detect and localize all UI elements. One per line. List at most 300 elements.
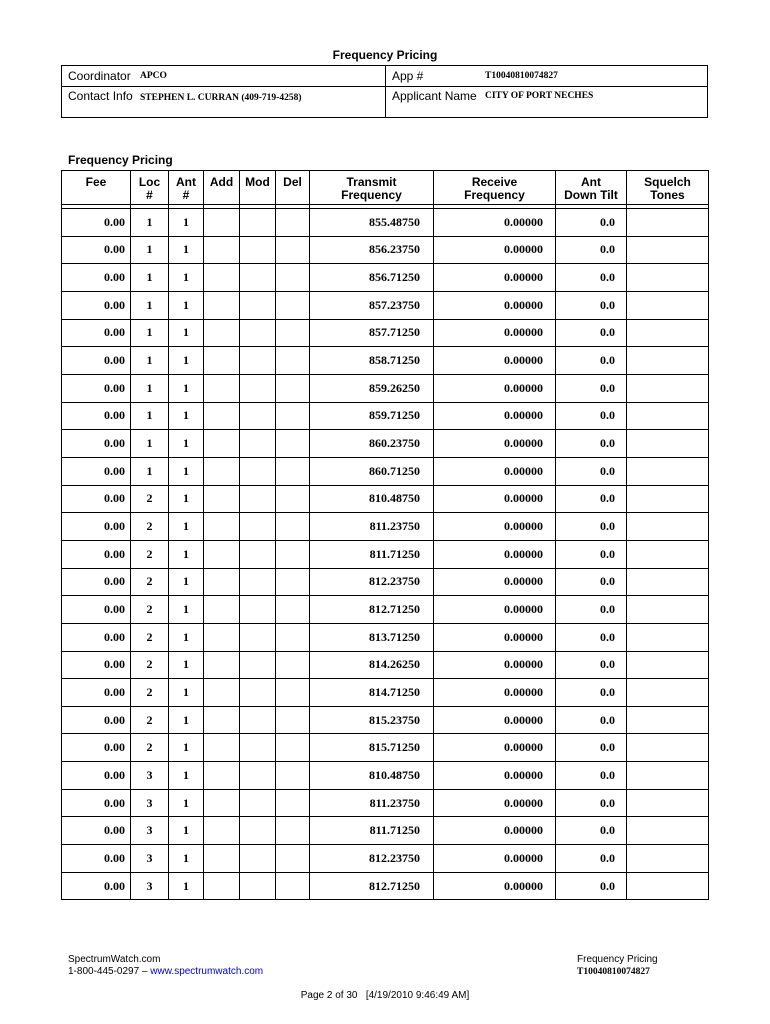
header-receive-frequency: Receive Frequency: [434, 171, 556, 205]
loc-cell: 3: [131, 872, 169, 900]
receive-frequency-cell: 0.00000: [434, 485, 556, 513]
receive-frequency-cell: 0.00000: [434, 402, 556, 430]
loc-cell: 1: [131, 457, 169, 485]
ant-down-tilt-cell: 0.0: [556, 596, 627, 624]
table-row: [62, 291, 709, 319]
loc-cell: 2: [131, 568, 169, 596]
mod-cell: [240, 623, 276, 651]
ant-down-tilt-cell: 0.0: [556, 762, 627, 790]
del-cell: [276, 706, 310, 734]
del-cell: [276, 457, 310, 485]
ant-cell: 1: [169, 347, 204, 375]
transmit-frequency-cell: 860.71250: [310, 457, 434, 485]
ant-down-tilt-cell: 0.0: [556, 374, 627, 402]
add-cell: [204, 540, 240, 568]
contact-info-value: STEPHEN L. CURRAN (409-719-4258): [140, 93, 302, 103]
fee-cell: 0.00: [62, 596, 131, 624]
fee-cell: 0.00: [62, 513, 131, 541]
ant-cell: 1: [169, 374, 204, 402]
mod-cell: [240, 596, 276, 624]
mod-cell: [240, 679, 276, 707]
fee-cell: 0.00: [62, 291, 131, 319]
fee-cell: 0.00: [62, 872, 131, 900]
fee-cell: 0.00: [62, 845, 131, 873]
ant-down-tilt-cell: 0.0: [556, 457, 627, 485]
receive-frequency-cell: 0.00000: [434, 789, 556, 817]
del-cell: [276, 319, 310, 347]
ant-down-tilt-cell: 0.0: [556, 319, 627, 347]
ant-down-tilt-cell: 0.0: [556, 789, 627, 817]
squelch-tones-cell: [627, 596, 709, 624]
mod-cell: [240, 236, 276, 264]
loc-cell: 2: [131, 596, 169, 624]
add-cell: [204, 568, 240, 596]
del-cell: [276, 291, 310, 319]
ant-down-tilt-cell: 0.0: [556, 679, 627, 707]
fee-cell: 0.00: [62, 817, 131, 845]
squelch-tones-cell: [627, 651, 709, 679]
mod-cell: [240, 430, 276, 458]
loc-cell: 1: [131, 236, 169, 264]
receive-frequency-cell: 0.00000: [434, 596, 556, 624]
mod-cell: [240, 817, 276, 845]
loc-cell: 3: [131, 789, 169, 817]
table-row: [62, 789, 709, 817]
add-cell: [204, 374, 240, 402]
receive-frequency-cell: 0.00000: [434, 264, 556, 292]
squelch-tones-cell: [627, 236, 709, 264]
fee-cell: 0.00: [62, 402, 131, 430]
mod-cell: [240, 209, 276, 237]
ant-cell: 1: [169, 651, 204, 679]
add-cell: [204, 706, 240, 734]
receive-frequency-cell: 0.00000: [434, 457, 556, 485]
transmit-frequency-cell: 814.26250: [310, 651, 434, 679]
transmit-frequency-cell: 860.23750: [310, 430, 434, 458]
del-cell: [276, 789, 310, 817]
squelch-tones-cell: [627, 679, 709, 707]
del-cell: [276, 623, 310, 651]
ant-down-tilt-cell: 0.0: [556, 209, 627, 237]
loc-cell: 2: [131, 651, 169, 679]
receive-frequency-cell: 0.00000: [434, 513, 556, 541]
header-loc: Loc #: [131, 171, 169, 205]
mod-cell: [240, 485, 276, 513]
ant-down-tilt-cell: 0.0: [556, 706, 627, 734]
mod-cell: [240, 789, 276, 817]
transmit-frequency-cell: 857.71250: [310, 319, 434, 347]
mod-cell: [240, 762, 276, 790]
transmit-frequency-cell: 812.71250: [310, 596, 434, 624]
transmit-frequency-cell: 856.23750: [310, 236, 434, 264]
table-row: [62, 762, 709, 790]
table-row: [62, 236, 709, 264]
loc-cell: 1: [131, 264, 169, 292]
add-cell: [204, 236, 240, 264]
ant-cell: 1: [169, 734, 204, 762]
fee-cell: 0.00: [62, 347, 131, 375]
loc-cell: 2: [131, 679, 169, 707]
del-cell: [276, 430, 310, 458]
squelch-tones-cell: [627, 540, 709, 568]
add-cell: [204, 402, 240, 430]
squelch-tones-cell: [627, 762, 709, 790]
ant-cell: 1: [169, 762, 204, 790]
mod-cell: [240, 651, 276, 679]
del-cell: [276, 596, 310, 624]
ant-down-tilt-cell: 0.0: [556, 430, 627, 458]
ant-down-tilt-cell: 0.0: [556, 291, 627, 319]
table-row: [62, 679, 709, 707]
mod-cell: [240, 706, 276, 734]
loc-cell: 1: [131, 319, 169, 347]
transmit-frequency-cell: 859.26250: [310, 374, 434, 402]
table-row: [62, 374, 709, 402]
table-row: [62, 623, 709, 651]
fee-cell: 0.00: [62, 623, 131, 651]
table-row: [62, 706, 709, 734]
loc-cell: 3: [131, 762, 169, 790]
squelch-tones-cell: [627, 485, 709, 513]
squelch-tones-cell: [627, 817, 709, 845]
receive-frequency-cell: 0.00000: [434, 734, 556, 762]
ant-cell: 1: [169, 236, 204, 264]
del-cell: [276, 651, 310, 679]
loc-cell: 2: [131, 734, 169, 762]
mod-cell: [240, 264, 276, 292]
del-cell: [276, 209, 310, 237]
ant-cell: 1: [169, 706, 204, 734]
footer-contact: [68, 966, 263, 977]
header-add: Add: [204, 171, 240, 205]
table-row: [62, 651, 709, 679]
del-cell: [276, 402, 310, 430]
transmit-frequency-cell: 811.23750: [310, 789, 434, 817]
add-cell: [204, 347, 240, 375]
mod-cell: [240, 845, 276, 873]
del-cell: [276, 845, 310, 873]
receive-frequency-cell: 0.00000: [434, 236, 556, 264]
application-info-box: [61, 65, 708, 118]
fee-cell: 0.00: [62, 679, 131, 707]
loc-cell: 2: [131, 540, 169, 568]
header-fee: Fee: [62, 171, 131, 205]
info-box-horizontal-divider: [62, 86, 707, 87]
table-row: [62, 568, 709, 596]
fee-cell: 0.00: [62, 319, 131, 347]
del-cell: [276, 485, 310, 513]
add-cell: [204, 209, 240, 237]
app-number-value: T10040810074827: [485, 71, 558, 81]
footer-app-number: T10040810074827: [577, 967, 650, 977]
ant-cell: 1: [169, 845, 204, 873]
contact-info-label: Contact Info: [68, 89, 133, 103]
del-cell: [276, 568, 310, 596]
app-number-label: App #: [392, 69, 424, 83]
fee-cell: 0.00: [62, 651, 131, 679]
fee-cell: 0.00: [62, 264, 131, 292]
ant-down-tilt-cell: 0.0: [556, 623, 627, 651]
add-cell: [204, 596, 240, 624]
del-cell: [276, 513, 310, 541]
header-transmit-frequency: Transmit Frequency: [310, 171, 434, 205]
squelch-tones-cell: [627, 319, 709, 347]
ant-down-tilt-cell: 0.0: [556, 872, 627, 900]
add-cell: [204, 651, 240, 679]
ant-down-tilt-cell: 0.0: [556, 651, 627, 679]
ant-down-tilt-cell: 0.0: [556, 568, 627, 596]
transmit-frequency-cell: 810.48750: [310, 762, 434, 790]
transmit-frequency-cell: 812.71250: [310, 872, 434, 900]
add-cell: [204, 319, 240, 347]
footer-company: SpectrumWatch.com: [68, 954, 161, 965]
table-row: [62, 734, 709, 762]
mod-cell: [240, 568, 276, 596]
del-cell: [276, 264, 310, 292]
header-del: Del: [276, 171, 310, 205]
loc-cell: 1: [131, 291, 169, 319]
ant-down-tilt-cell: 0.0: [556, 485, 627, 513]
transmit-frequency-cell: 815.23750: [310, 706, 434, 734]
loc-cell: 2: [131, 623, 169, 651]
ant-cell: 1: [169, 430, 204, 458]
add-cell: [204, 762, 240, 790]
header-squelch-tones: Squelch Tones: [627, 171, 709, 205]
fee-cell: 0.00: [62, 540, 131, 568]
loc-cell: 1: [131, 402, 169, 430]
ant-cell: 1: [169, 568, 204, 596]
ant-cell: 1: [169, 485, 204, 513]
del-cell: [276, 679, 310, 707]
loc-cell: 1: [131, 374, 169, 402]
squelch-tones-cell: [627, 872, 709, 900]
table-row: [62, 485, 709, 513]
loc-cell: 2: [131, 706, 169, 734]
ant-cell: 1: [169, 623, 204, 651]
table-row: [62, 402, 709, 430]
mod-cell: [240, 513, 276, 541]
table-row: [62, 430, 709, 458]
add-cell: [204, 457, 240, 485]
table-row: [62, 209, 709, 237]
add-cell: [204, 513, 240, 541]
del-cell: [276, 347, 310, 375]
receive-frequency-cell: 0.00000: [434, 291, 556, 319]
add-cell: [204, 623, 240, 651]
add-cell: [204, 872, 240, 900]
mod-cell: [240, 374, 276, 402]
receive-frequency-cell: 0.00000: [434, 540, 556, 568]
frequency-pricing-table: [61, 170, 709, 900]
receive-frequency-cell: 0.00000: [434, 817, 556, 845]
squelch-tones-cell: [627, 789, 709, 817]
fee-cell: 0.00: [62, 706, 131, 734]
ant-cell: 1: [169, 319, 204, 347]
coordinator-value: APCO: [140, 71, 167, 81]
header-ant: Ant #: [169, 171, 204, 205]
fee-cell: 0.00: [62, 568, 131, 596]
transmit-frequency-cell: 811.23750: [310, 513, 434, 541]
add-cell: [204, 679, 240, 707]
applicant-name-label: Applicant Name: [392, 89, 477, 103]
table-header-row: [62, 171, 709, 205]
fee-cell: 0.00: [62, 209, 131, 237]
mod-cell: [240, 291, 276, 319]
transmit-frequency-cell: 813.71250: [310, 623, 434, 651]
loc-cell: 1: [131, 347, 169, 375]
ant-down-tilt-cell: 0.0: [556, 513, 627, 541]
squelch-tones-cell: [627, 623, 709, 651]
ant-down-tilt-cell: 0.0: [556, 402, 627, 430]
add-cell: [204, 485, 240, 513]
table-row: [62, 347, 709, 375]
ant-cell: 1: [169, 513, 204, 541]
receive-frequency-cell: 0.00000: [434, 623, 556, 651]
squelch-tones-cell: [627, 291, 709, 319]
receive-frequency-cell: 0.00000: [434, 706, 556, 734]
header-ant-down-tilt: Ant Down Tilt: [556, 171, 627, 205]
receive-frequency-cell: 0.00000: [434, 679, 556, 707]
fee-cell: 0.00: [62, 734, 131, 762]
ant-cell: 1: [169, 264, 204, 292]
transmit-frequency-cell: 856.71250: [310, 264, 434, 292]
del-cell: [276, 817, 310, 845]
transmit-frequency-cell: 859.71250: [310, 402, 434, 430]
ant-cell: 1: [169, 540, 204, 568]
squelch-tones-cell: [627, 430, 709, 458]
del-cell: [276, 540, 310, 568]
squelch-tones-cell: [627, 734, 709, 762]
footer-right-title: Frequency Pricing: [577, 954, 658, 965]
mod-cell: [240, 347, 276, 375]
header-mod: Mod: [240, 171, 276, 205]
ant-cell: 1: [169, 817, 204, 845]
receive-frequency-cell: 0.00000: [434, 319, 556, 347]
footer-phone: 1-800-445-0297 –: [68, 966, 148, 977]
transmit-frequency-cell: 858.71250: [310, 347, 434, 375]
mod-cell: [240, 872, 276, 900]
ant-cell: 1: [169, 596, 204, 624]
table-row: [62, 845, 709, 873]
add-cell: [204, 430, 240, 458]
table-row: [62, 872, 709, 900]
table-row: [62, 319, 709, 347]
loc-cell: 2: [131, 513, 169, 541]
receive-frequency-cell: 0.00000: [434, 872, 556, 900]
transmit-frequency-cell: 855.48750: [310, 209, 434, 237]
squelch-tones-cell: [627, 706, 709, 734]
loc-cell: 3: [131, 845, 169, 873]
ant-cell: 1: [169, 457, 204, 485]
del-cell: [276, 236, 310, 264]
coordinator-label: Coordinator: [68, 69, 131, 83]
squelch-tones-cell: [627, 457, 709, 485]
ant-down-tilt-cell: 0.0: [556, 845, 627, 873]
del-cell: [276, 872, 310, 900]
transmit-frequency-cell: 814.71250: [310, 679, 434, 707]
transmit-frequency-cell: 810.48750: [310, 485, 434, 513]
fee-cell: 0.00: [62, 374, 131, 402]
transmit-frequency-cell: 857.23750: [310, 291, 434, 319]
fee-cell: 0.00: [62, 430, 131, 458]
receive-frequency-cell: 0.00000: [434, 374, 556, 402]
fee-cell: 0.00: [62, 236, 131, 264]
section-title: Frequency Pricing: [68, 153, 173, 167]
ant-down-tilt-cell: 0.0: [556, 347, 627, 375]
ant-cell: 1: [169, 789, 204, 817]
receive-frequency-cell: 0.00000: [434, 762, 556, 790]
transmit-frequency-cell: 812.23750: [310, 845, 434, 873]
del-cell: [276, 762, 310, 790]
table-row: [62, 540, 709, 568]
receive-frequency-cell: 0.00000: [434, 430, 556, 458]
mod-cell: [240, 457, 276, 485]
del-cell: [276, 374, 310, 402]
applicant-name-value: CITY OF PORT NECHES: [485, 91, 594, 101]
squelch-tones-cell: [627, 374, 709, 402]
mod-cell: [240, 734, 276, 762]
page-title: Frequency Pricing: [332, 48, 438, 62]
ant-cell: 1: [169, 872, 204, 900]
squelch-tones-cell: [627, 402, 709, 430]
ant-cell: 1: [169, 209, 204, 237]
add-cell: [204, 789, 240, 817]
footer-page-info: Page 2 of 30 [4/19/2010 9:46:49 AM]: [300, 990, 470, 1001]
loc-cell: 1: [131, 209, 169, 237]
mod-cell: [240, 319, 276, 347]
receive-frequency-cell: 0.00000: [434, 568, 556, 596]
squelch-tones-cell: [627, 209, 709, 237]
table-row: [62, 457, 709, 485]
receive-frequency-cell: 0.00000: [434, 347, 556, 375]
ant-cell: 1: [169, 402, 204, 430]
fee-cell: 0.00: [62, 789, 131, 817]
ant-cell: 1: [169, 291, 204, 319]
ant-down-tilt-cell: 0.0: [556, 264, 627, 292]
add-cell: [204, 817, 240, 845]
receive-frequency-cell: 0.00000: [434, 651, 556, 679]
loc-cell: 3: [131, 817, 169, 845]
ant-down-tilt-cell: 0.0: [556, 236, 627, 264]
ant-down-tilt-cell: 0.0: [556, 540, 627, 568]
ant-cell: 1: [169, 679, 204, 707]
mod-cell: [240, 540, 276, 568]
ant-down-tilt-cell: 0.0: [556, 817, 627, 845]
add-cell: [204, 264, 240, 292]
squelch-tones-cell: [627, 568, 709, 596]
squelch-tones-cell: [627, 264, 709, 292]
loc-cell: 1: [131, 430, 169, 458]
receive-frequency-cell: 0.00000: [434, 845, 556, 873]
transmit-frequency-cell: 811.71250: [310, 817, 434, 845]
squelch-tones-cell: [627, 845, 709, 873]
table-row: [62, 596, 709, 624]
transmit-frequency-cell: 815.71250: [310, 734, 434, 762]
fee-cell: 0.00: [62, 457, 131, 485]
transmit-frequency-cell: 812.23750: [310, 568, 434, 596]
mod-cell: [240, 402, 276, 430]
info-box-vertical-divider: [385, 66, 386, 117]
ant-down-tilt-cell: 0.0: [556, 734, 627, 762]
add-cell: [204, 845, 240, 873]
table-row: [62, 264, 709, 292]
add-cell: [204, 734, 240, 762]
footer-website-link[interactable]: www.spectrumwatch.com: [150, 966, 264, 977]
fee-cell: 0.00: [62, 485, 131, 513]
squelch-tones-cell: [627, 347, 709, 375]
receive-frequency-cell: 0.00000: [434, 209, 556, 237]
transmit-frequency-cell: 811.71250: [310, 540, 434, 568]
